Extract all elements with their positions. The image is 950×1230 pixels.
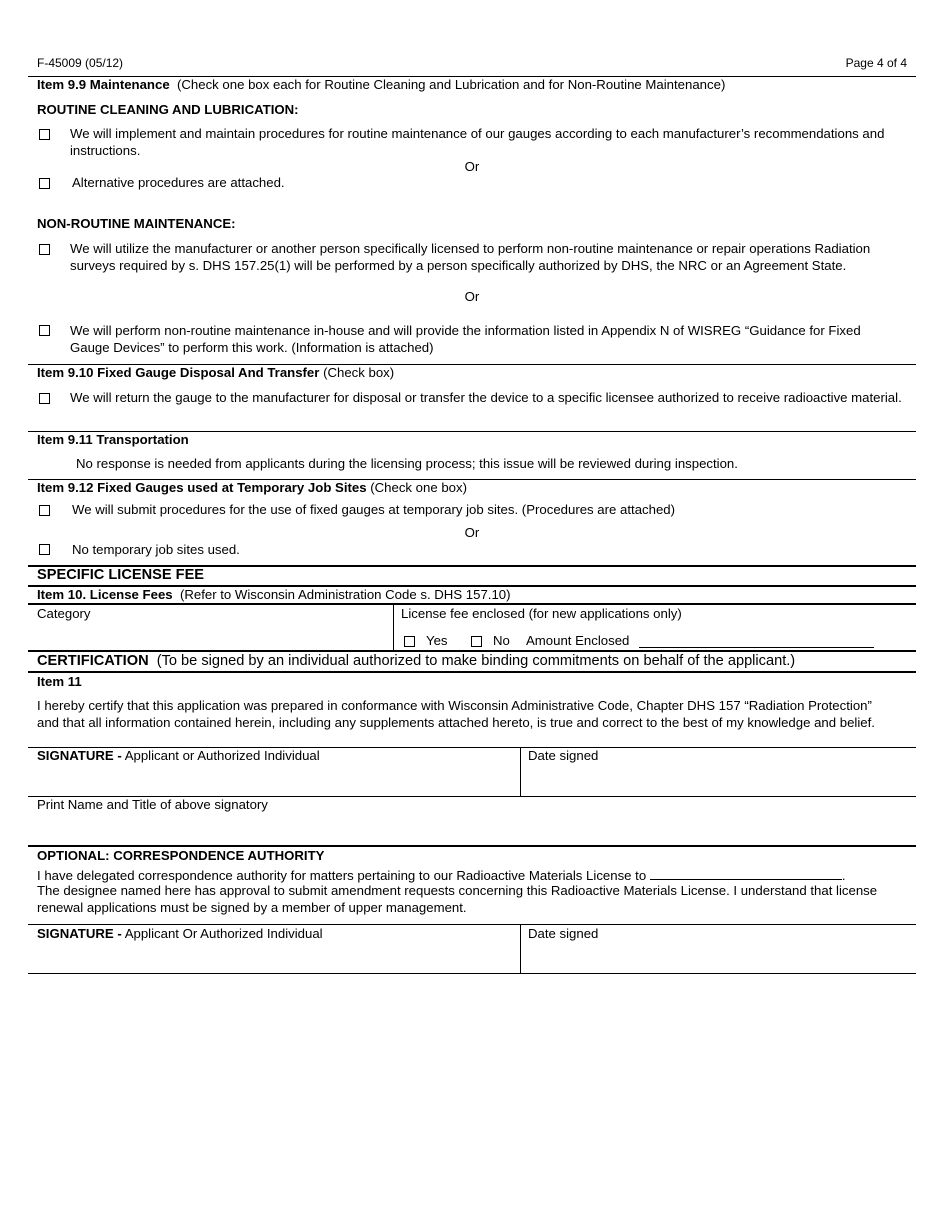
license-fee-heading: SPECIFIC LICENSE FEE	[37, 567, 205, 583]
form-number: F-45009 (05/12)	[37, 56, 124, 70]
amount-enclosed-field[interactable]	[639, 647, 874, 648]
designee-field[interactable]	[650, 866, 842, 880]
cert-signature-bold: SIGNATURE -	[37, 748, 122, 763]
or-divider-1: Or	[464, 159, 480, 174]
item-11-label: Item 11	[37, 674, 82, 689]
divider	[28, 924, 916, 925]
or-divider-2: Or	[464, 289, 480, 304]
routine-option-2-text: Alternative procedures are attached.	[72, 175, 285, 190]
fee-enclosed-label: License fee enclosed (for new applications only)	[401, 606, 682, 621]
fee-yes-checkbox[interactable]	[404, 636, 415, 647]
corr-signature-label: Applicant Or Authorized Individual	[124, 926, 323, 941]
cert-date-label: Date signed	[528, 748, 599, 763]
item-9-11-text: No response is needed from applicants during the licensing process; this issue will be reviewed during inspection.	[76, 456, 738, 471]
item-10-title: Item 10. License Fees	[37, 587, 173, 602]
fee-no-label: No	[493, 633, 510, 648]
fee-no-checkbox[interactable]	[471, 636, 482, 647]
item-10-title-row	[37, 587, 511, 604]
item-9-9-title: Item 9.9 Maintenance	[37, 77, 170, 92]
temp-sites-option-2-text: No temporary job sites used.	[72, 542, 240, 557]
divider	[28, 973, 916, 974]
item-9-12-title: Item 9.12 Fixed Gauges used at Temporary Job Sites	[37, 480, 367, 495]
print-name-label[interactable]: Print Name and Title of above signatory	[37, 797, 268, 812]
disposal-option-text: We will return the gauge to the manufacturer for disposal or transfer the device to a specific licensee authorized to receive radioactive material.	[70, 390, 902, 405]
certification-statement: I hereby certify that this application was prepared in conformance with Wisconsin Administrative Code, Chapter DHS 157 “Radiation Protection” and that all information contained herein, including any supplements attached hereto, is true and correct to the best of my knowledge and belief.	[37, 698, 875, 730]
divider	[28, 845, 916, 847]
category-label: Category	[37, 606, 91, 621]
or-divider-3: Or	[464, 525, 480, 540]
item-9-9-instruction: (Check one box each for Routine Cleaning and Lubrication and for Non-Routine Maintenance)	[176, 77, 726, 92]
temp-sites-option-1-checkbox[interactable]	[39, 505, 50, 516]
divider	[28, 603, 916, 605]
routine-option-1-checkbox[interactable]	[39, 129, 50, 140]
certification-note: (To be signed by an individual authorized to make binding commitments on behalf of the applicant.)	[156, 653, 796, 669]
item-9-12-instruction: (Check one box)	[370, 480, 467, 495]
routine-option-2-checkbox[interactable]	[39, 178, 50, 189]
nonroutine-heading: NON-ROUTINE MAINTENANCE:	[37, 216, 236, 231]
item-9-10-instruction: (Check box)	[323, 365, 395, 380]
page-number: Page 4 of 4	[845, 56, 907, 70]
temp-sites-option-1-text: We will submit procedures for the use of fixed gauges at temporary job sites. (Procedures are attached)	[72, 502, 676, 517]
correspondence-line-1-end: .	[841, 868, 846, 883]
correspondence-line-1-text: I have delegated correspondence authority for matters pertaining to our Radioactive Materials License to	[37, 868, 647, 883]
cert-signature-row[interactable]	[37, 748, 320, 765]
divider	[393, 604, 394, 650]
divider	[520, 925, 521, 973]
divider	[520, 748, 521, 796]
item-9-12-title-row	[37, 480, 467, 497]
correspondence-heading: OPTIONAL: CORRESPONDENCE AUTHORITY	[37, 848, 325, 863]
nonroutine-option-2-checkbox[interactable]	[39, 325, 50, 336]
corr-date-label: Date signed	[528, 926, 599, 941]
item-9-9-title-row	[37, 77, 725, 94]
item-9-11-title: Item 9.11 Transportation	[37, 432, 189, 447]
disposal-option-checkbox[interactable]	[39, 393, 50, 404]
correspondence-text: The designee named here has approval to submit amendment requests concerning this Radioactive Materials License. I understand that license renewal applications must be signed by a member of upper management.	[37, 883, 878, 915]
corr-signature-bold: SIGNATURE -	[37, 926, 122, 941]
item-9-10-title: Item 9.10 Fixed Gauge Disposal And Transfer	[37, 365, 320, 380]
fee-yes-label: Yes	[426, 633, 448, 648]
routine-heading: ROUTINE CLEANING AND LUBRICATION:	[37, 102, 299, 117]
nonroutine-option-1-checkbox[interactable]	[39, 244, 50, 255]
item-9-10-title-row	[37, 365, 394, 382]
item-10-instruction: (Refer to Wisconsin Administration Code s. DHS 157.10)	[179, 587, 511, 602]
divider	[28, 650, 916, 652]
form-page	[28, 0, 916, 1230]
correspondence-line-1	[37, 866, 846, 885]
cert-signature-label: Applicant or Authorized Individual	[124, 748, 320, 763]
temp-sites-option-2-checkbox[interactable]	[39, 544, 50, 555]
certification-heading: CERTIFICATION	[37, 653, 149, 669]
nonroutine-option-1-text: We will utilize the manufacturer or another person specifically licensed to perform non-routine maintenance or repair operations Radiation surveys required by s. DHS 157.25(1) will be performed by a person specifically authorized by DHS, the NRC or an Agreement State.	[70, 241, 871, 273]
divider	[28, 671, 916, 673]
certification-heading-row	[37, 653, 795, 670]
amount-enclosed-label: Amount Enclosed	[526, 633, 630, 648]
routine-option-1-text: We will implement and maintain procedures for routine maintenance of our gauges according to each manufacturer’s recommendations and instructions.	[70, 126, 885, 158]
corr-signature-row[interactable]	[37, 926, 323, 943]
nonroutine-option-2-text: We will perform non-routine maintenance in-house and will provide the information listed in Appendix N of WISREG “Guidance for Fixed Gauge Devices” to perform this work. (Information is attached)	[70, 323, 861, 355]
